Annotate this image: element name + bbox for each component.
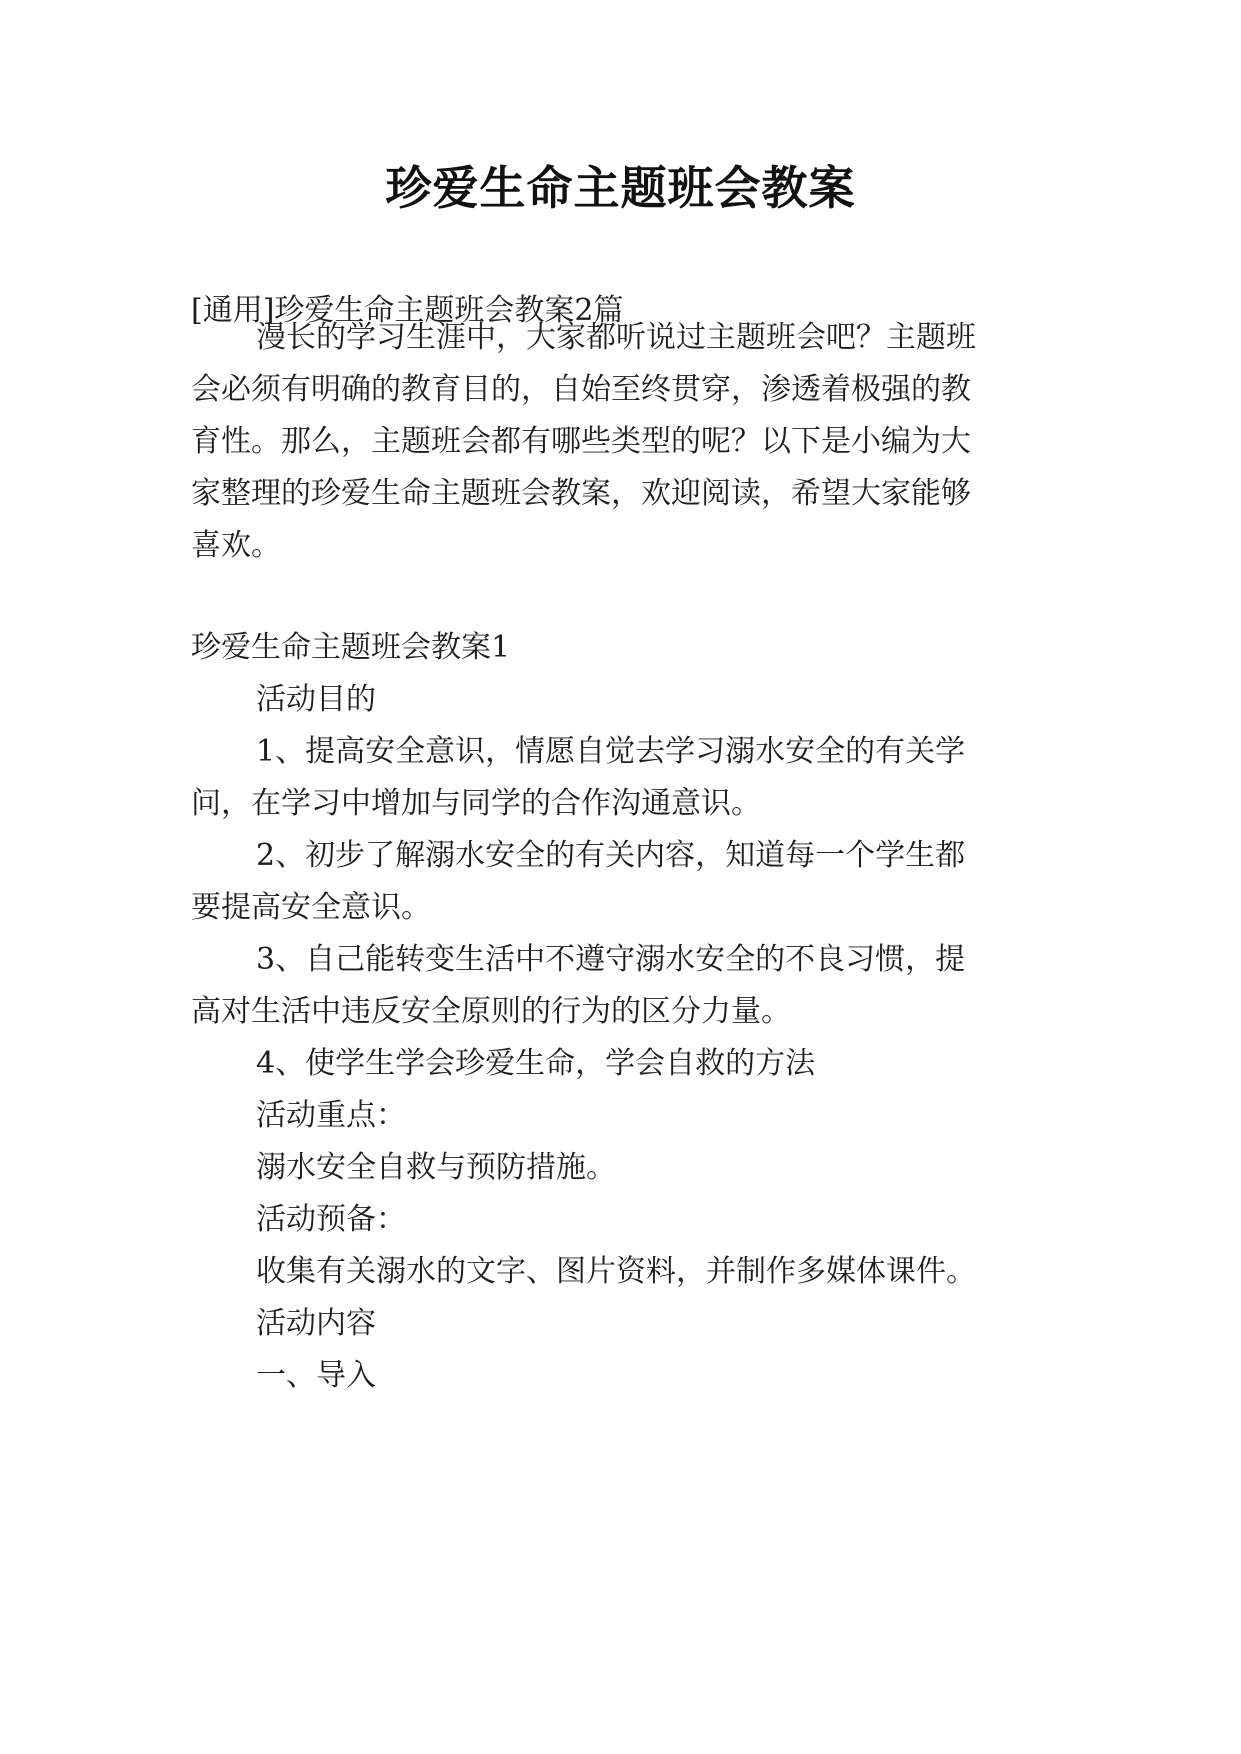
paragraph-line: 1、提高安全意识，情愿自觉去学习溺水安全的有关学 bbox=[256, 734, 966, 769]
paragraph-line: 喜欢。 bbox=[191, 528, 281, 563]
paragraph-line: 会必须有明确的教育目的，自始至终贯穿，渗透着极强的教 bbox=[191, 372, 971, 407]
paragraph-line: 活动目的 bbox=[256, 682, 376, 717]
paragraph-line: 活动预备： bbox=[256, 1202, 406, 1237]
paragraph-line: 4、使学生学会珍爱生命，学会自救的方法 bbox=[256, 1046, 816, 1081]
paragraph-line: 漫长的学习生涯中，大家都听说过主题班会吧？主题班 bbox=[256, 320, 976, 355]
paragraph-line: 活动重点： bbox=[256, 1098, 406, 1133]
paragraph-line: 高对生活中违反安全原则的行为的区分力量。 bbox=[191, 994, 791, 1029]
paragraph-line: 家整理的珍爱生命主题班会教案，欢迎阅读，希望大家能够 bbox=[191, 476, 971, 511]
paragraph-line: 3、自己能转变生活中不遵守溺水安全的不良习惯，提 bbox=[256, 942, 966, 977]
paragraph-line: 溺水安全自救与预防措施。 bbox=[256, 1150, 616, 1185]
paragraph-line: 一、导入 bbox=[256, 1358, 376, 1393]
paragraph-line: 问，在学习中增加与同学的合作沟通意识。 bbox=[191, 786, 761, 821]
paragraph-line: 2、初步了解溺水安全的有关内容，知道每一个学生都 bbox=[256, 838, 966, 873]
document-title: 珍爱生命主题班会教案 bbox=[385, 161, 856, 215]
paragraph-line: 要提高安全意识。 bbox=[191, 890, 431, 925]
paragraph-line: 活动内容 bbox=[256, 1306, 376, 1341]
paragraph-line: 收集有关溺水的文字、图片资料，并制作多媒体课件。 bbox=[256, 1254, 976, 1289]
paragraph-line: 育性。那么，主题班会都有哪些类型的呢？以下是小编为大 bbox=[191, 424, 971, 459]
subtitle-line: [通用]珍爱生命主题班会教案2篇 bbox=[191, 293, 624, 328]
section-heading: 珍爱生命主题班会教案1 bbox=[191, 630, 511, 665]
